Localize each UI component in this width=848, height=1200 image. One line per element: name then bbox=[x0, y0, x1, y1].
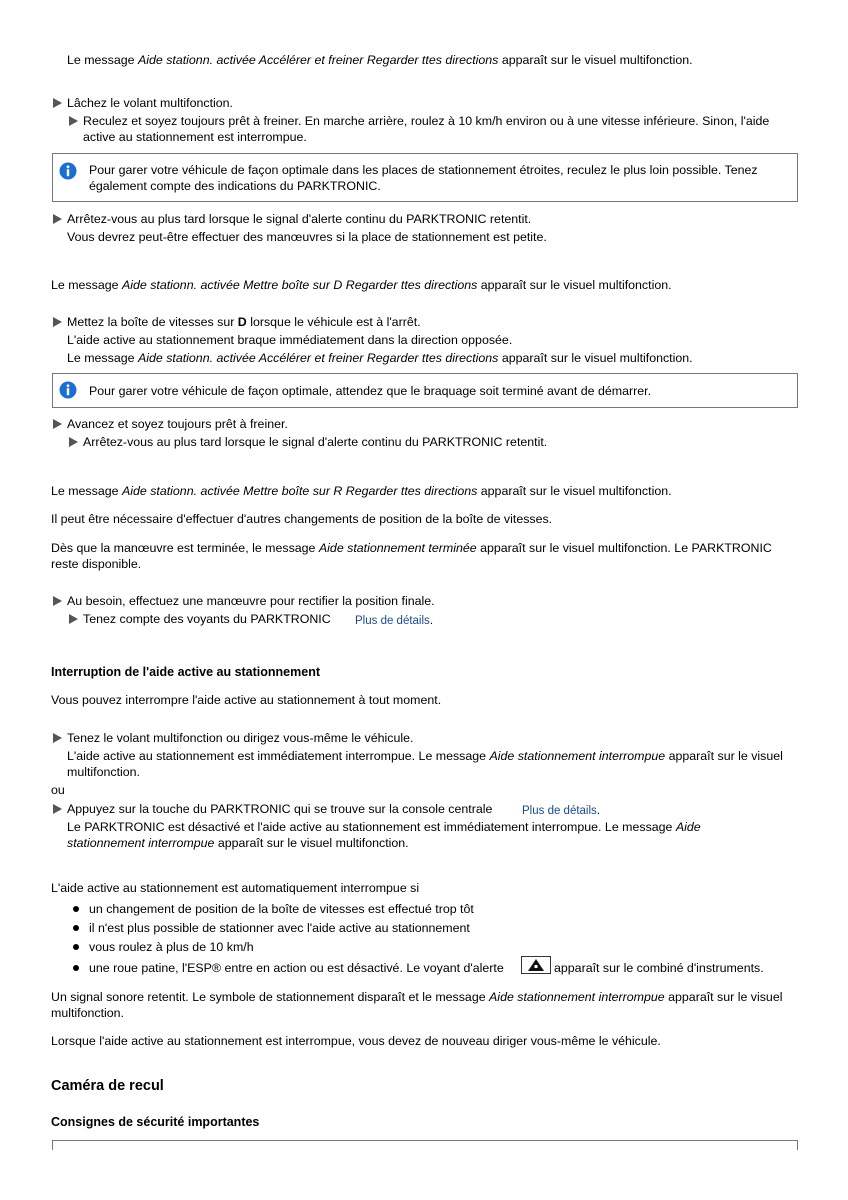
paragraph: Lorsque l'aide active au stationnement est interrompue, vous devez de nouveau diriger vous-même le véhicule. bbox=[51, 1034, 661, 1048]
paragraph bbox=[51, 540, 791, 572]
note-text: Pour garer votre véhicule de façon optimale, attendez que le braquage soit terminé avant de démarrer. bbox=[89, 384, 652, 398]
step-arrow-icon bbox=[53, 419, 62, 429]
section-heading: Interruption de l'aide active au stationnement bbox=[51, 665, 320, 679]
text: Un signal sonore retentit. Le symbole de stationnement disparaît et le message bbox=[51, 990, 490, 1004]
text: apparaît sur le visuel multifonction. bbox=[498, 53, 693, 67]
details-link[interactable]: Plus de détails bbox=[355, 615, 430, 627]
or-text: ou bbox=[51, 783, 65, 797]
step-text: Lâchez le volant multifonction. bbox=[67, 96, 233, 110]
text: apparaît sur le visuel multifonction. bbox=[498, 351, 693, 365]
list-item: il n'est plus possible de stationner avec l'aide active au stationnement bbox=[89, 921, 470, 935]
gear-letter: D bbox=[237, 315, 247, 329]
message-text: Aide stationn. activée Accélérer et freiner Regarder ttes directions bbox=[137, 53, 499, 67]
text: Le PARKTRONIC est désactivé et l'aide active au stationnement est immédiatement interrompue. Le message bbox=[67, 820, 676, 834]
step-text bbox=[67, 350, 693, 366]
message-text: Aide stationnement interrompue bbox=[489, 990, 665, 1004]
paragraph bbox=[51, 483, 672, 499]
step-arrow-icon bbox=[53, 214, 62, 224]
text: apparaît sur le visuel multifonction. bbox=[477, 278, 672, 292]
step-text: Arrêtez-vous au plus tard lorsque le signal d'alerte continu du PARKTRONIC retentit. bbox=[67, 212, 532, 226]
substep-text: Arrêtez-vous au plus tard lorsque le signal d'alerte continu du PARKTRONIC retentit. bbox=[83, 435, 548, 449]
paragraph bbox=[67, 52, 693, 68]
text: Le message bbox=[51, 484, 122, 498]
info-icon bbox=[59, 381, 77, 399]
paragraph: Vous pouvez interrompre l'aide active au stationnement à tout moment. bbox=[51, 693, 442, 707]
text: apparaît sur le visuel multifonction. bbox=[214, 836, 409, 850]
step-arrow-icon bbox=[53, 804, 62, 814]
substep-arrow-icon bbox=[69, 116, 78, 126]
info-note bbox=[52, 153, 798, 202]
details-link[interactable]: Plus de détails bbox=[522, 805, 597, 817]
step-arrow-icon bbox=[53, 317, 62, 327]
message-text: Aide stationn. activée Mettre boîte sur D Regarder ttes directions bbox=[121, 278, 478, 292]
text: apparaît sur le visuel multifonction. bbox=[51, 990, 783, 1020]
step-text bbox=[67, 314, 421, 330]
step-arrow-icon bbox=[53, 596, 62, 606]
paragraph bbox=[51, 989, 791, 1021]
step-arrow-icon bbox=[53, 733, 62, 743]
text: L'aide active au stationnement est immédiatement interrompue. Le message bbox=[67, 749, 490, 763]
substep-arrow-icon bbox=[69, 614, 78, 624]
step-text: Tenez le volant multifonction ou dirigez vous-même le véhicule. bbox=[67, 731, 414, 745]
info-note bbox=[52, 373, 798, 408]
text: apparaît sur le visuel multifonction. bbox=[67, 749, 783, 779]
step-text: Appuyez sur la touche du PARKTRONIC qui se trouve sur la console centrale bbox=[67, 802, 493, 816]
list-item: une roue patine, l'ESP® entre en action ou est désactivé. Le voyant d'alerte bbox=[89, 961, 504, 975]
message-text: Aide stationn. activée Accélérer et freiner Regarder ttes directions bbox=[137, 351, 499, 365]
substep-text: Reculez et soyez toujours prêt à freiner. En marche arrière, roulez à 10 km/h environ ou à une vitesse inférieure. Sinon, l'aide active au stationnement est interrompue. bbox=[83, 114, 770, 144]
list-item: vous roulez à plus de 10 km/h bbox=[89, 940, 254, 954]
step-text: L'aide active au stationnement braque immédiatement dans la direction opposée. bbox=[67, 333, 513, 347]
list-item-continuation: apparaît sur le combiné d'instruments. bbox=[554, 961, 764, 975]
message-text: Aide stationnement interrompue bbox=[67, 820, 701, 850]
warning-light-icon bbox=[521, 956, 551, 974]
text: apparaît sur le visuel multifonction. Le PARKTRONIC reste disponible. bbox=[51, 541, 772, 571]
bullet-icon bbox=[73, 965, 79, 971]
step-arrow-icon bbox=[53, 98, 62, 108]
details-link-container: Plus de détails. bbox=[522, 803, 601, 817]
step-text: Avancez et soyez toujours prêt à freiner. bbox=[67, 417, 288, 431]
details-link-container: Plus de détails. bbox=[355, 613, 434, 627]
paragraph bbox=[51, 277, 672, 293]
step-text: Au besoin, effectuez une manœuvre pour rectifier la position finale. bbox=[67, 594, 435, 608]
bullet-icon bbox=[73, 925, 79, 931]
list-item: un changement de position de la boîte de vitesses est effectué trop tôt bbox=[89, 902, 474, 916]
warning-box bbox=[52, 1140, 798, 1150]
bullet-icon bbox=[73, 944, 79, 950]
step-text bbox=[67, 748, 787, 780]
text: Le message bbox=[51, 278, 122, 292]
text: Mettez la boîte de vitesses sur bbox=[67, 315, 238, 329]
bullet-icon bbox=[73, 906, 79, 912]
text: lorsque le véhicule est à l'arrêt. bbox=[246, 315, 421, 329]
section-heading: Caméra de recul bbox=[51, 1078, 164, 1094]
paragraph: L'aide active au stationnement est automatiquement interrompue si bbox=[51, 881, 420, 895]
subsection-heading: Consignes de sécurité importantes bbox=[51, 1115, 260, 1129]
note-text: Pour garer votre véhicule de façon optimale dans les places de stationnement étroites, reculez le plus loin possible. Tenez également compte des indications du PARKTRONIC. bbox=[89, 163, 758, 193]
step-text bbox=[67, 819, 767, 851]
text: apparaît sur le visuel multifonction. bbox=[477, 484, 672, 498]
text: Dès que la manœuvre est terminée, le message bbox=[51, 541, 319, 555]
info-icon bbox=[59, 162, 77, 180]
text: Le message bbox=[67, 53, 138, 67]
message-text: Aide stationnement interrompue bbox=[489, 749, 666, 763]
paragraph: Il peut être nécessaire d'effectuer d'autres changements de position de la boîte de vitesses. bbox=[51, 512, 553, 526]
substep-arrow-icon bbox=[69, 437, 78, 447]
substep-text: Tenez compte des voyants du PARKTRONIC bbox=[83, 612, 331, 626]
message-text: Aide stationn. activée Mettre boîte sur R Regarder ttes directions bbox=[121, 484, 478, 498]
step-text: Vous devrez peut-être effectuer des manœuvres si la place de stationnement est petite. bbox=[67, 230, 547, 244]
text: Le message bbox=[67, 351, 138, 365]
message-text: Aide stationnement terminée bbox=[318, 541, 477, 555]
